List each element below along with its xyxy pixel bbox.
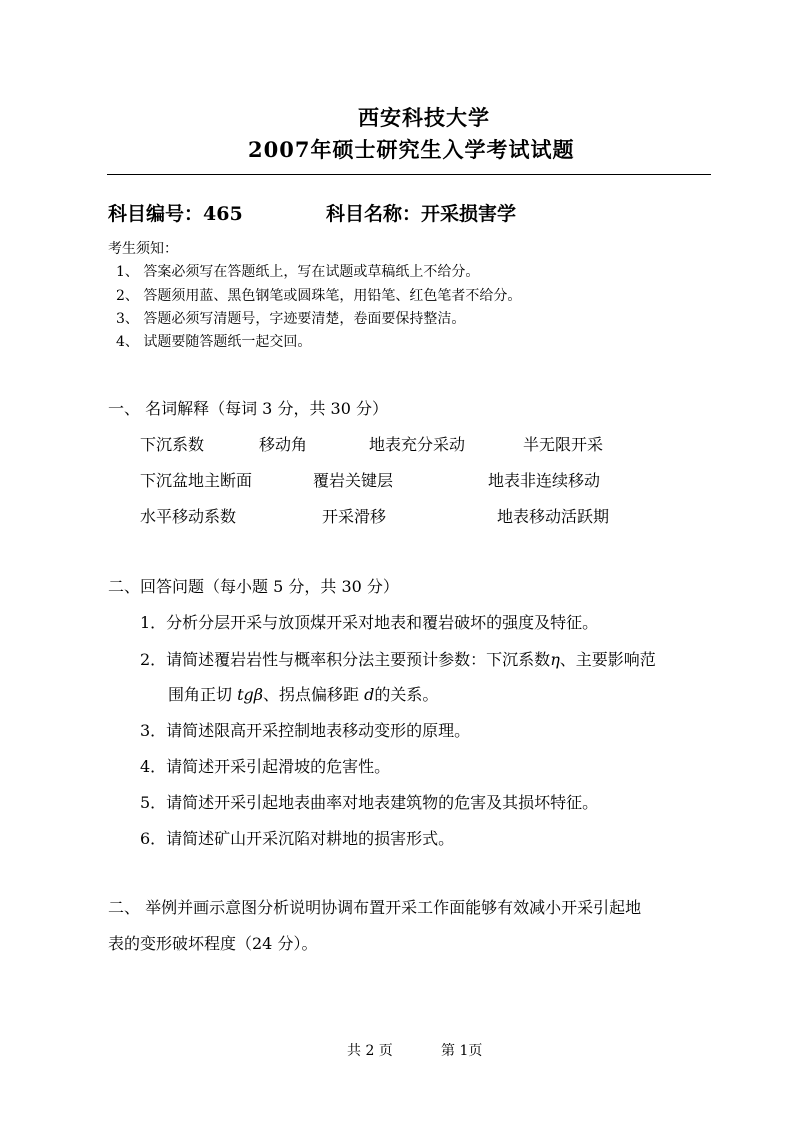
university-name: 西安科技大学 bbox=[358, 105, 490, 130]
tan-beta-symbol: tgβ bbox=[237, 685, 264, 704]
question-2-text-tail: 的关系。 bbox=[374, 685, 439, 704]
subject-name: 科目名称：开采损害学 bbox=[326, 203, 517, 225]
section3-line-1: 二、 举例并画示意图分析说明协调布置开采工作面能够有效减小开采引起地 bbox=[108, 898, 642, 917]
term-item: 水平移动系数 bbox=[140, 507, 237, 526]
question-3: 3．请简述限高开采控制地表移动变形的原理。 bbox=[140, 721, 471, 740]
question-1: 1．分析分层开采与放顶煤开采对地表和覆岩破坏的强度及特征。 bbox=[140, 613, 599, 632]
notice-item-2: 2、 答题须用蓝、黑色钢笔或圆珠笔，用铅笔、红色笔者不给分。 bbox=[116, 288, 522, 304]
exam-title: 2007年硕士研究生入学考试试题 bbox=[248, 137, 575, 162]
title-rule bbox=[107, 174, 711, 175]
notice-heading: 考生须知： bbox=[108, 241, 178, 257]
term-item: 移动角 bbox=[259, 435, 308, 454]
notice-item-1: 1、 答案必须写在答题纸上，写在试题或草稿纸上不给分。 bbox=[116, 264, 480, 280]
question-6: 6．请简述矿山开采沉陷对耕地的损害形式。 bbox=[140, 829, 455, 848]
question-2-text: 围角正切 bbox=[168, 685, 238, 704]
term-item: 下沉盆地主断面 bbox=[140, 471, 253, 490]
section1-heading: 一、 名词解释（每词 3 分，共 30 分） bbox=[108, 399, 388, 418]
term-item: 覆岩关键层 bbox=[313, 471, 394, 490]
term-item: 半无限开采 bbox=[523, 435, 604, 454]
notice-item-3: 3、 答题必须写清题号，字迹要清楚，卷面要保持整洁。 bbox=[116, 311, 466, 327]
subject-code: 科目编号：465 bbox=[108, 203, 243, 225]
page-number: 第 1页 bbox=[441, 1043, 483, 1059]
term-item: 下沉系数 bbox=[140, 435, 205, 454]
term-item: 地表移动活跃期 bbox=[497, 507, 610, 526]
question-2-line-1 bbox=[140, 647, 656, 670]
section2-heading: 二、回答问题（每小题 5 分，共 30 分） bbox=[108, 577, 399, 596]
page-total: 共 2 页 bbox=[347, 1043, 393, 1059]
question-2-text-tail: 、主要影响范 bbox=[559, 650, 656, 669]
eta-symbol: η bbox=[550, 650, 560, 669]
term-item: 地表非连续移动 bbox=[488, 471, 601, 490]
d-symbol: d bbox=[364, 685, 375, 704]
question-2-text: 2．请简述覆岩岩性与概率积分法主要预计参数：下沉系数 bbox=[140, 650, 551, 669]
question-2-line-2 bbox=[168, 682, 438, 705]
notice-item-4: 4、 试题要随答题纸一起交回。 bbox=[116, 334, 312, 350]
question-5: 5．请简述开采引起地表曲率对地表建筑物的危害及其损坏特征。 bbox=[140, 793, 599, 812]
question-4: 4．请简述开采引起滑坡的危害性。 bbox=[140, 757, 391, 776]
question-2-text: 、拐点偏移距 bbox=[263, 685, 365, 704]
term-item: 开采滑移 bbox=[322, 507, 387, 526]
section3-line-2: 表的变形破坏程度（24 分）。 bbox=[108, 934, 318, 953]
term-item: 地表充分采动 bbox=[369, 435, 466, 454]
